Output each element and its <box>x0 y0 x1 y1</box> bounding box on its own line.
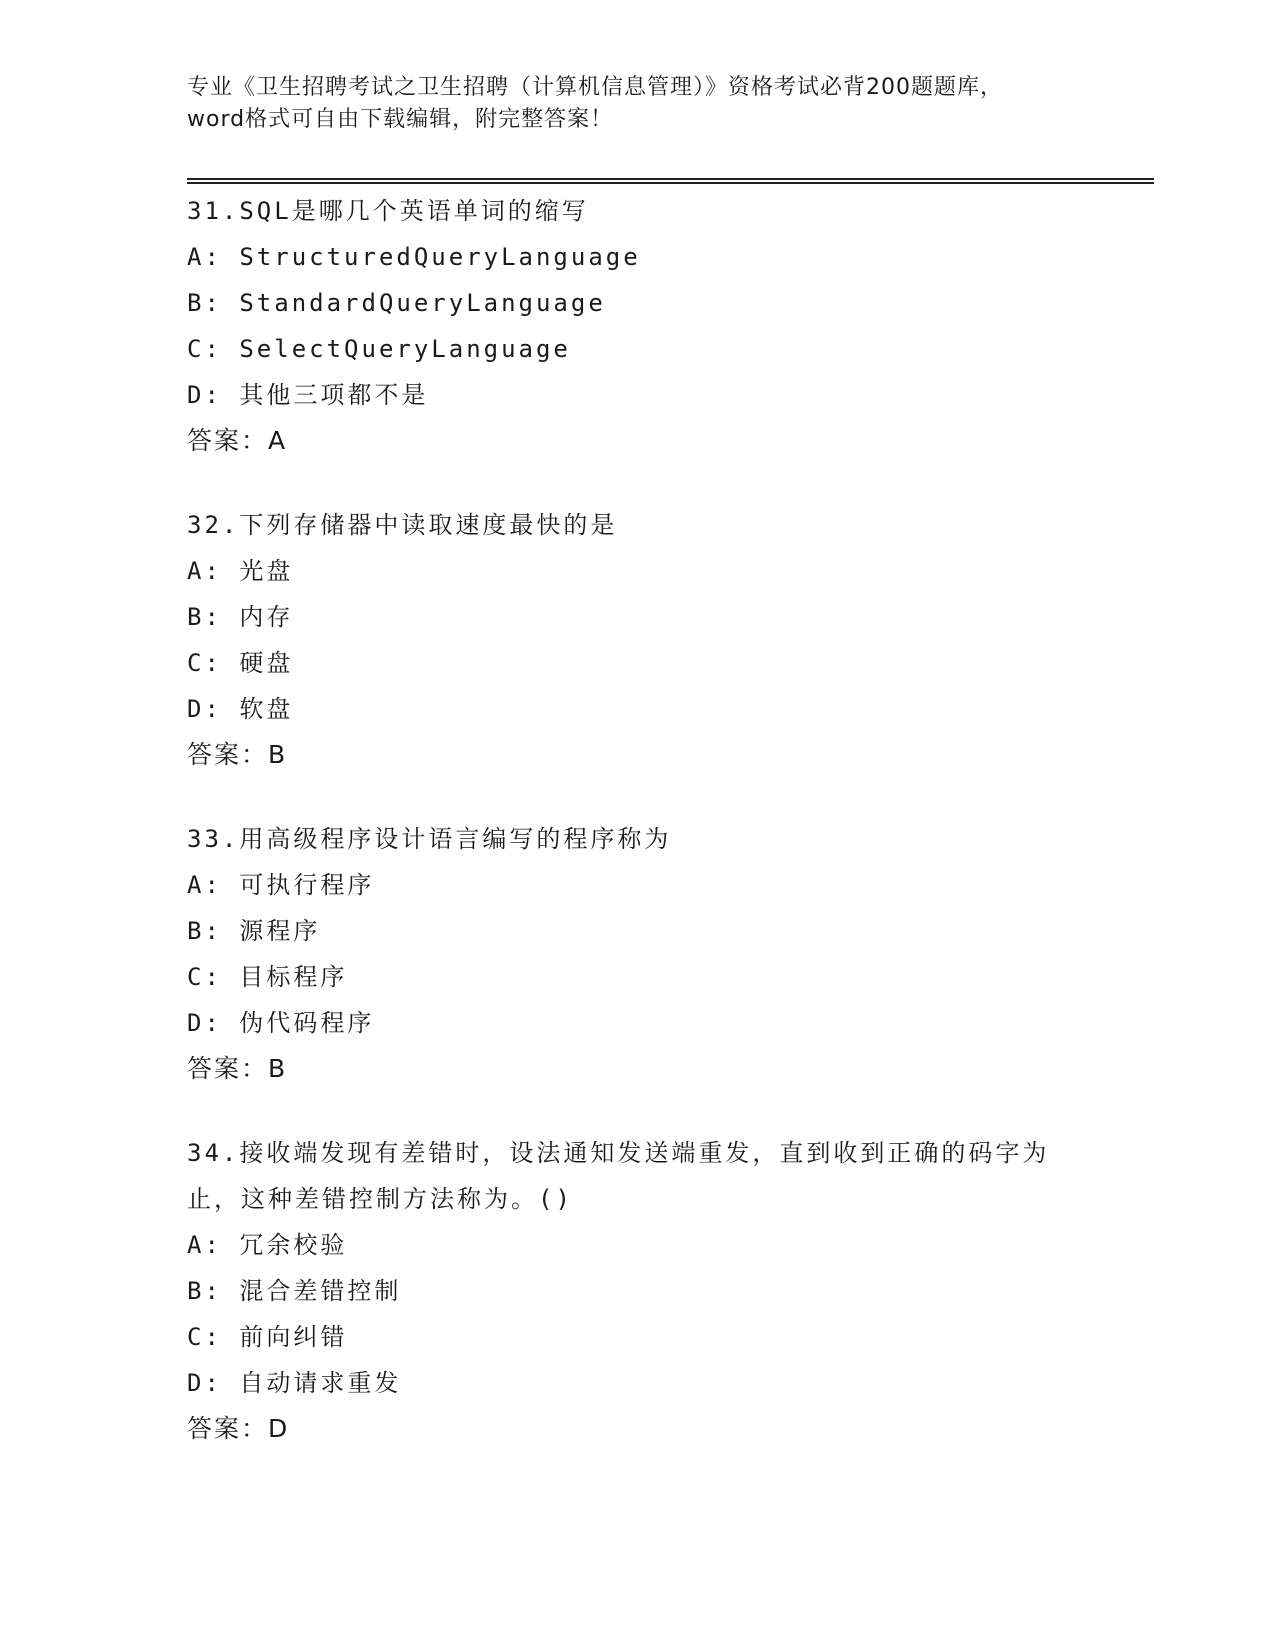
question-stem: 34.接收端发现有差错时，设法通知发送端重发，直到收到正确的码字为止，这种差错控制方法称为。() <box>187 1139 1050 1213</box>
question-stem: 33.用高级程序设计语言编写的程序称为 <box>187 825 672 853</box>
question-33 <box>187 816 1147 1092</box>
option-d: D: 伪代码程序 <box>187 1009 375 1037</box>
option-b: B: 混合差错控制 <box>187 1277 402 1305</box>
question-34 <box>187 1130 1147 1452</box>
document-header <box>187 72 1087 136</box>
answer: 答案：D <box>187 1414 290 1443</box>
option-c: C: 前向纠错 <box>187 1323 348 1351</box>
question-stem: 32.下列存储器中读取速度最快的是 <box>187 511 618 539</box>
answer: 答案：B <box>187 1054 288 1083</box>
header-divider <box>187 178 1154 184</box>
option-c: C: 硬盘 <box>187 649 294 677</box>
option-c: C: SelectQueryLanguage <box>187 335 571 363</box>
option-a: A: 可执行程序 <box>187 871 375 899</box>
question-32 <box>187 502 1147 778</box>
option-b: B: 源程序 <box>187 917 321 945</box>
option-d: D: 自动请求重发 <box>187 1369 402 1397</box>
option-b: B: StandardQueryLanguage <box>187 289 606 317</box>
option-a: A: StructuredQueryLanguage <box>187 243 641 271</box>
option-a: A: 冗余校验 <box>187 1231 348 1259</box>
option-d: D: 其他三项都不是 <box>187 381 429 409</box>
header-line-2: word格式可自由下载编辑，附完整答案！ <box>187 107 614 132</box>
question-31 <box>187 188 1147 464</box>
option-b: B: 内存 <box>187 603 294 631</box>
option-a: A: 光盘 <box>187 557 294 585</box>
answer: 答案：B <box>187 740 288 769</box>
header-line-1: 专业《卫生招聘考试之卫生招聘（计算机信息管理）》资格考试必背200题题库， <box>187 75 1003 100</box>
question-stem: 31.SQL是哪几个英语单词的缩写 <box>187 197 589 225</box>
question-list <box>187 188 1147 1490</box>
answer: 答案：A <box>187 426 288 455</box>
option-c: C: 目标程序 <box>187 963 348 991</box>
option-d: D: 软盘 <box>187 695 294 723</box>
